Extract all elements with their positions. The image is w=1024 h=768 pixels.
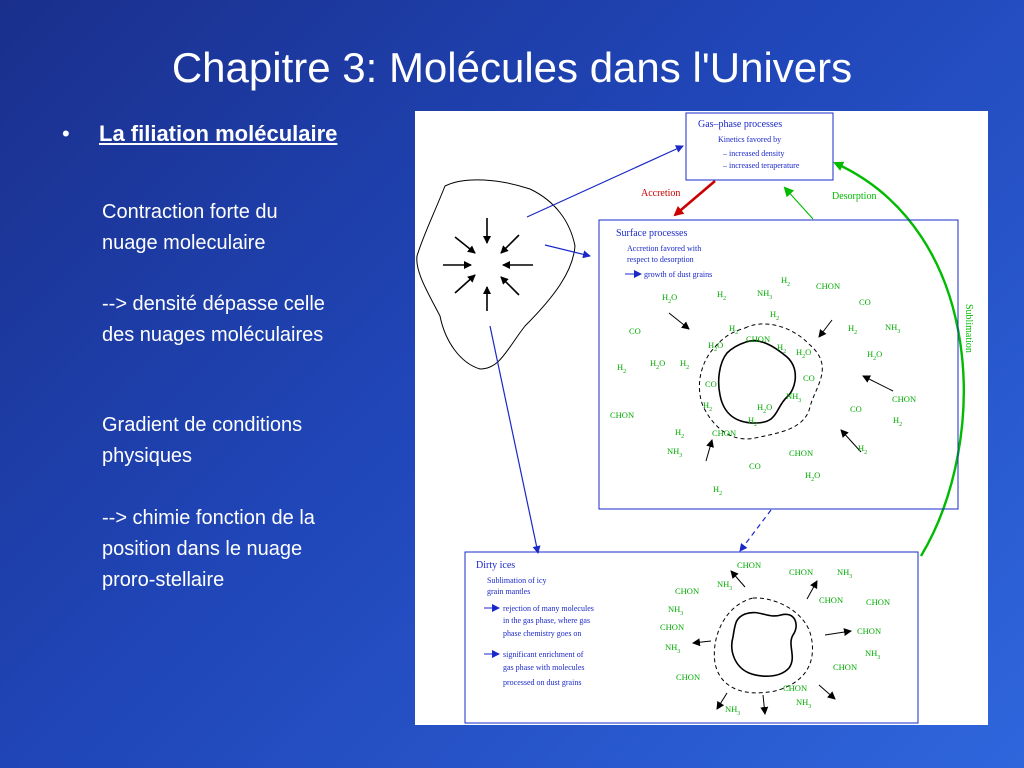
bullet-heading: La filiation moléculaire <box>99 121 338 146</box>
arrow-cloud-to-gas <box>527 146 683 217</box>
desorption-label: Desorption <box>832 191 877 202</box>
diagram-canvas <box>415 111 988 725</box>
paragraph-contraction <box>102 197 402 259</box>
surface-line: respect to desorption <box>627 255 694 264</box>
svg-text:CHON: CHON <box>857 626 882 636</box>
contraction-arrows <box>443 218 533 311</box>
paragraph-line: physiques <box>102 445 193 467</box>
svg-text:CHON: CHON <box>746 334 771 344</box>
svg-text:CHON: CHON <box>676 672 701 682</box>
svg-text:H2: $H_2$ <box>617 362 627 375</box>
slide-title: Chapitre 3: Molécules dans l'Univers <box>171 44 853 91</box>
svg-text:CO: CO <box>859 297 871 307</box>
paragraph-line: --> chimie fonction de la <box>102 507 315 529</box>
svg-text:CHON: CHON <box>816 281 841 291</box>
paragraph-chemistry <box>102 503 402 596</box>
dirty-ices-bullet-line: significant enrichment of <box>503 650 584 659</box>
arrow-cloud-to-ices <box>490 326 538 553</box>
svg-text:CHON: CHON <box>892 394 917 404</box>
ice-mantle-outline <box>714 598 812 693</box>
dirty-ices-title: Dirty ices <box>476 560 516 571</box>
svg-text:NH3: $NH_3$ <box>667 446 683 459</box>
svg-text:H2O: $H_2O$ <box>796 347 812 360</box>
dirty-ices-molecules <box>660 560 890 717</box>
svg-text:NH3: $NH_3$ <box>757 288 773 301</box>
paragraph-line: proro-stellaire <box>102 569 225 591</box>
svg-text:H2: $H_2$ <box>770 309 780 322</box>
arrow-cloud-to-surface <box>545 245 590 256</box>
svg-text:H2: $H_2$ <box>781 275 791 288</box>
dirty-ices-bullet-line: gas phase with molecules <box>503 663 585 672</box>
svg-text:CHON: CHON <box>789 567 814 577</box>
gas-phase-line: – increased teraperature <box>723 161 800 170</box>
paragraph-line: Contraction forte du <box>102 201 278 223</box>
svg-text:H2O: $H_2O$ <box>650 358 666 371</box>
svg-text:NH3: $NH_3$ <box>837 567 853 580</box>
paragraph-density <box>102 289 402 351</box>
svg-text:NH3: $NH_3$ <box>796 697 812 710</box>
svg-text:CO: CO <box>629 326 641 336</box>
accretion-arrow <box>675 181 715 215</box>
dirty-ices-line: Sublimation of icy <box>487 576 547 585</box>
svg-text:NH3: $NH_3$ <box>665 642 681 655</box>
svg-text:NH3: $NH_3$ <box>717 579 733 592</box>
desorption-arrow <box>785 188 813 219</box>
svg-text:NH3: $NH_3$ <box>725 704 741 717</box>
surface-title: Surface processes <box>616 228 688 239</box>
svg-text:CHON: CHON <box>819 595 844 605</box>
svg-text:H2: $H_2$ <box>748 415 758 428</box>
cloud-outline <box>417 180 575 369</box>
dirty-ices-line: grain mantles <box>487 587 531 596</box>
sublimation-arrows <box>693 571 851 714</box>
svg-text:CO: CO <box>705 379 717 389</box>
svg-text:H2O: $H_2O$ <box>708 340 724 353</box>
svg-text:CHON: CHON <box>737 560 762 570</box>
svg-text:H2: $H_2$ <box>717 289 727 302</box>
paragraph-line: position dans le nuage <box>102 538 303 560</box>
svg-text:H2: $H_2$ <box>680 358 690 371</box>
gas-phase-line: Kinetics favored by <box>718 135 782 144</box>
svg-text:H2: $H_2$ <box>703 400 713 413</box>
svg-text:H2O: $H_2O$ <box>805 470 821 483</box>
dirty-ices-bullet-line: phase chemistry goes on <box>503 629 582 638</box>
svg-text:H2: $H_2$ <box>858 443 868 456</box>
svg-text:CO: CO <box>803 373 815 383</box>
svg-text:CHON: CHON <box>610 410 635 420</box>
sublimation-arrow <box>835 163 964 556</box>
ice-grain-core <box>732 613 796 677</box>
sublimation-label: Sublimation <box>963 304 974 353</box>
svg-text:H2O: $H_2O$ <box>757 402 773 415</box>
gas-phase-title: Gas–phase processes <box>698 119 783 130</box>
surface-molecules <box>610 275 916 497</box>
accretion-label: Accretion <box>641 188 681 199</box>
paragraph-line: nuage moleculaire <box>102 232 266 254</box>
gas-phase-line: – increased density <box>723 149 785 158</box>
svg-text:NH3: $NH_3$ <box>786 391 802 404</box>
svg-text:H2O: $H_2O$ <box>867 349 883 362</box>
svg-text:H2: $H_2$ <box>848 323 858 336</box>
svg-text:NH3: $NH_3$ <box>885 322 901 335</box>
dirty-ices-bullet-line: in the gas phase, where gas <box>503 616 591 625</box>
dirty-ices-bullet-line: processed on dust grains <box>503 678 582 687</box>
svg-text:CO: CO <box>749 461 761 471</box>
svg-text:CHON: CHON <box>783 683 808 693</box>
surface-bullet: growth of dust grains <box>644 270 713 279</box>
svg-text:CHON: CHON <box>712 428 737 438</box>
dirty-ices-bullet-line: rejection of many molecules <box>503 604 594 613</box>
svg-text:CHON: CHON <box>833 662 858 672</box>
molecular-filiation-diagram <box>415 111 988 725</box>
svg-text:H2: $H_2$ <box>893 415 903 428</box>
svg-text:CO: CO <box>850 404 862 414</box>
bullet-marker: • <box>62 121 70 146</box>
arrow-surface-to-ices <box>740 510 771 551</box>
svg-text:CHON: CHON <box>675 586 700 596</box>
svg-text:H2: $H_2$ <box>729 323 739 336</box>
grain-accretion-arrows <box>669 313 893 461</box>
paragraph-line: des nuages moléculaires <box>102 324 324 346</box>
svg-text:CHON: CHON <box>789 448 814 458</box>
svg-text:NH3: $NH_3$ <box>865 648 881 661</box>
paragraph-line: --> densité dépasse celle <box>102 293 325 315</box>
svg-text:H2: $H_2$ <box>777 342 787 355</box>
svg-text:H2O: $H_2O$ <box>662 292 678 305</box>
svg-text:H2: $H_2$ <box>713 484 723 497</box>
svg-text:CHON: CHON <box>866 597 891 607</box>
svg-text:NH3: $NH_3$ <box>668 604 684 617</box>
svg-text:CHON: CHON <box>660 622 685 632</box>
surface-line: Accretion favored with <box>627 244 702 253</box>
paragraph-line: Gradient de conditions <box>102 414 303 436</box>
paragraph-gradient <box>102 410 402 472</box>
svg-text:H2: $H_2$ <box>675 427 685 440</box>
